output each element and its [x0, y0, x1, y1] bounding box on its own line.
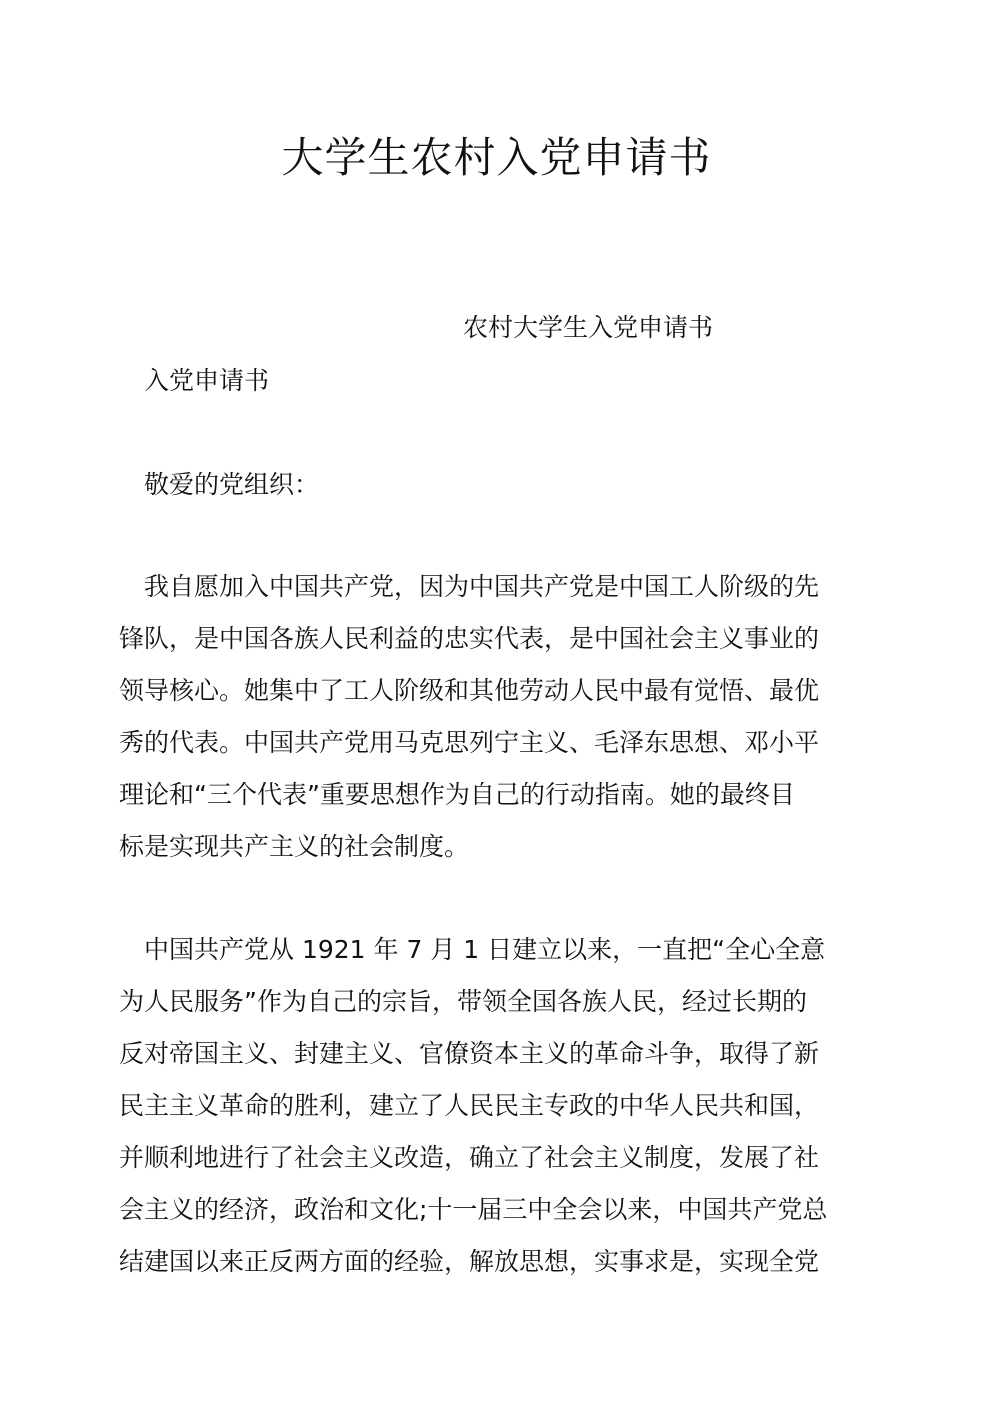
paragraph-line: 秀的代表。中国共产党用马克思列宁主义、毛泽东思想、邓小平 [119, 728, 820, 757]
paragraph-line: 理论和“三个代表”重要思想作为自己的行动指南。她的最终目 [119, 780, 795, 809]
section-heading: 入党申请书 [144, 366, 270, 395]
salutation: 敬爱的党组织： [144, 470, 320, 499]
paragraph-line: 结建国以来正反两方面的经验，解放思想，实事求是，实现全党 [119, 1247, 820, 1276]
paragraph-line: 会主义的经济，政治和文化;十一届三中全会以来，中国共产党总 [119, 1195, 828, 1224]
paragraph-line: 并顺利地进行了社会主义改造，确立了社会主义制度，发展了社 [119, 1143, 820, 1172]
paragraph-line: 锋队，是中国各族人民利益的忠实代表，是中国社会主义事业的 [119, 624, 820, 653]
document-title: 大学生农村入党申请书 [281, 133, 712, 182]
paragraph-line: 标是实现共产主义的社会制度。 [119, 832, 470, 861]
paragraph-line: 为人民服务”作为自己的宗旨，带领全国各族人民，经过长期的 [119, 987, 807, 1016]
paragraph-line: 民主主义革命的胜利，建立了人民民主专政的中华人民共和国， [119, 1091, 820, 1120]
paragraph-line: 我自愿加入中国共产党，因为中国共产党是中国工人阶级的先 [144, 572, 820, 601]
paragraph-line: 反对帝国主义、封建主义、官僚资本主义的革命斗争，取得了新 [119, 1039, 820, 1068]
paragraph-line: 中国共产党从 1921 年 7 月 1 日建立以来，一直把“全心全意 [144, 935, 826, 964]
paragraph-line: 领导核心。她集中了工人阶级和其他劳动人民中最有觉悟、最优 [119, 676, 820, 705]
document-subtitle: 农村大学生入党申请书 [463, 313, 714, 342]
